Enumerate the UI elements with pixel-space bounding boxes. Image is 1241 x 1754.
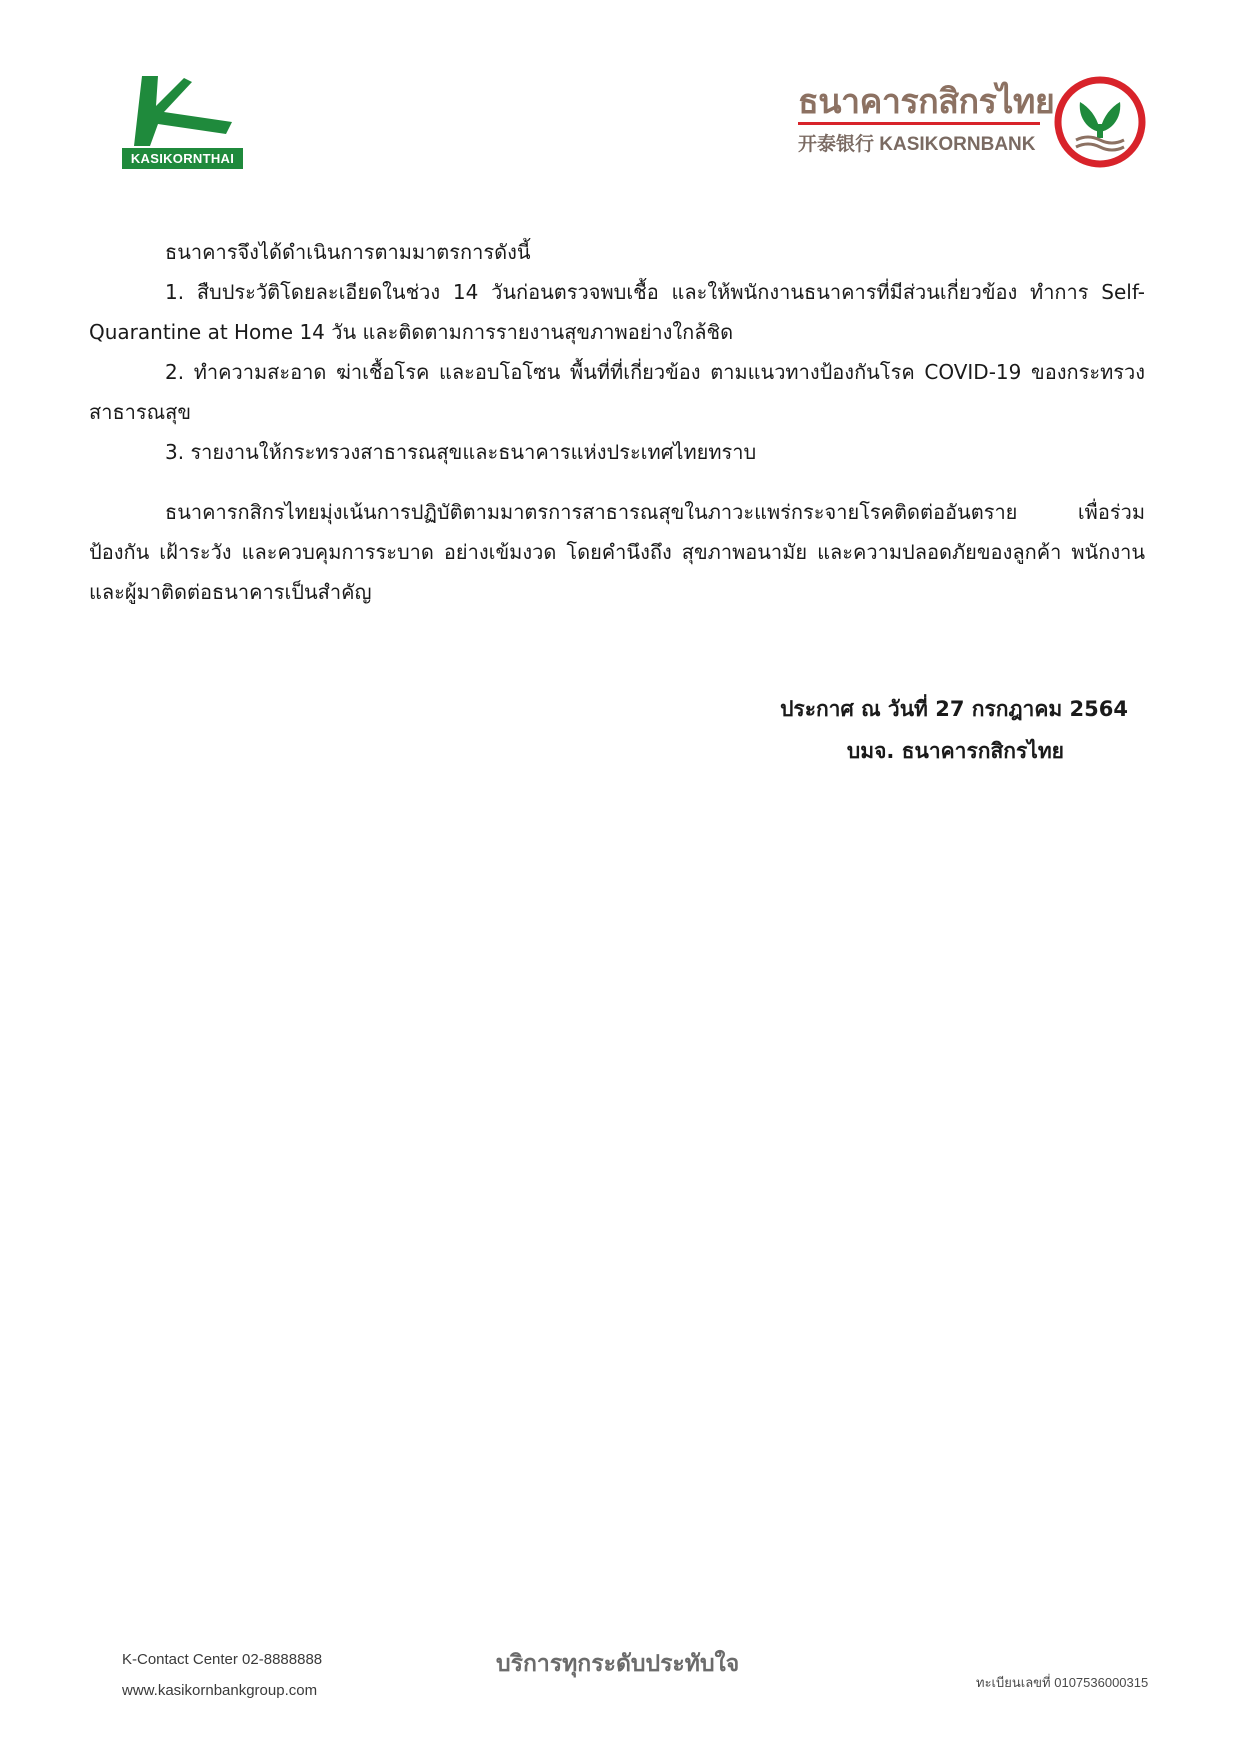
announcement-date: ประกาศ ณ วันที่ 27 กรกฎาคม 2564 [780, 697, 1128, 721]
signoff-block [600, 688, 1128, 772]
contact-center: K-Contact Center 02-8888888 [122, 1651, 323, 1668]
kasikornbank-logo [788, 74, 1158, 174]
bank-name-thai: ธนาคารกสิกรไทย [798, 82, 1055, 122]
company-name: บมจ. ธนาคารกสิกรไทย [846, 739, 1064, 763]
closing-paragraph: ธนาคารกสิกรไทยมุ่งเน้นการปฏิบัติตามมาตรการสาธารณสุขในภาวะแพร่กระจายโรคติดต่ออันตราย เพื่อร่วมป้องกัน เฝ้าระวัง และควบคุมการระบาด อย่างเข้มงวด โดยคำนึงถึง สุขภาพอนามัย และความปลอดภัยของลูกค้า พนักงาน และผู้มาติดต่อธนาคารเป็นสำคัญ [89, 500, 1145, 604]
bank-name-underline [798, 122, 1040, 125]
measure-item-2: 2. ทำความสะอาด ฆ่าเชื้อโรค และอบโอโซน พื้นที่ที่เกี่ยวข้อง ตามแนวทางป้องกันโรค COVID-19 ของกระทรวงสาธารณสุข [89, 360, 1145, 424]
announcement-body [89, 232, 1145, 612]
bank-name-english: 开泰银行 KASIKORNBANK [798, 134, 1036, 155]
measure-item-1: 1. สืบประวัติโดยละเอียดในช่วง 14 วันก่อนตรวจพบเชื้อ และให้พนักงานธนาคารที่มีส่วนเกี่ยวข้อง ทำการ Self-Quarantine at Home 14 วัน และติดตามการรายงานสุขภาพอย่างใกล้ชิด [89, 280, 1145, 344]
website-link[interactable]: www.kasikornbankgroup.com [122, 1682, 318, 1699]
kasikornthai-logo [120, 72, 245, 172]
registration-number: ทะเบียนเลขที่ 0107536000315 [976, 1675, 1149, 1690]
footer-slogan: บริการทุกระดับประทับใจ [496, 1651, 740, 1677]
kasikornthai-logo-text: KASIKORNTHAI [122, 148, 243, 169]
paragraph-spacer [89, 472, 1145, 492]
kasikornthai-k-mark-icon [120, 72, 245, 150]
kasikornbank-emblem-icon [1054, 76, 1146, 168]
measure-item-3: 3. รายงานให้กระทรวงสาธารณสุขและธนาคารแห่งประเทศไทยทราบ [165, 440, 757, 464]
intro-paragraph: ธนาคารจึงได้ดำเนินการตามมาตรการดังนี้ [165, 240, 531, 264]
footer-contact-block [122, 1644, 322, 1706]
